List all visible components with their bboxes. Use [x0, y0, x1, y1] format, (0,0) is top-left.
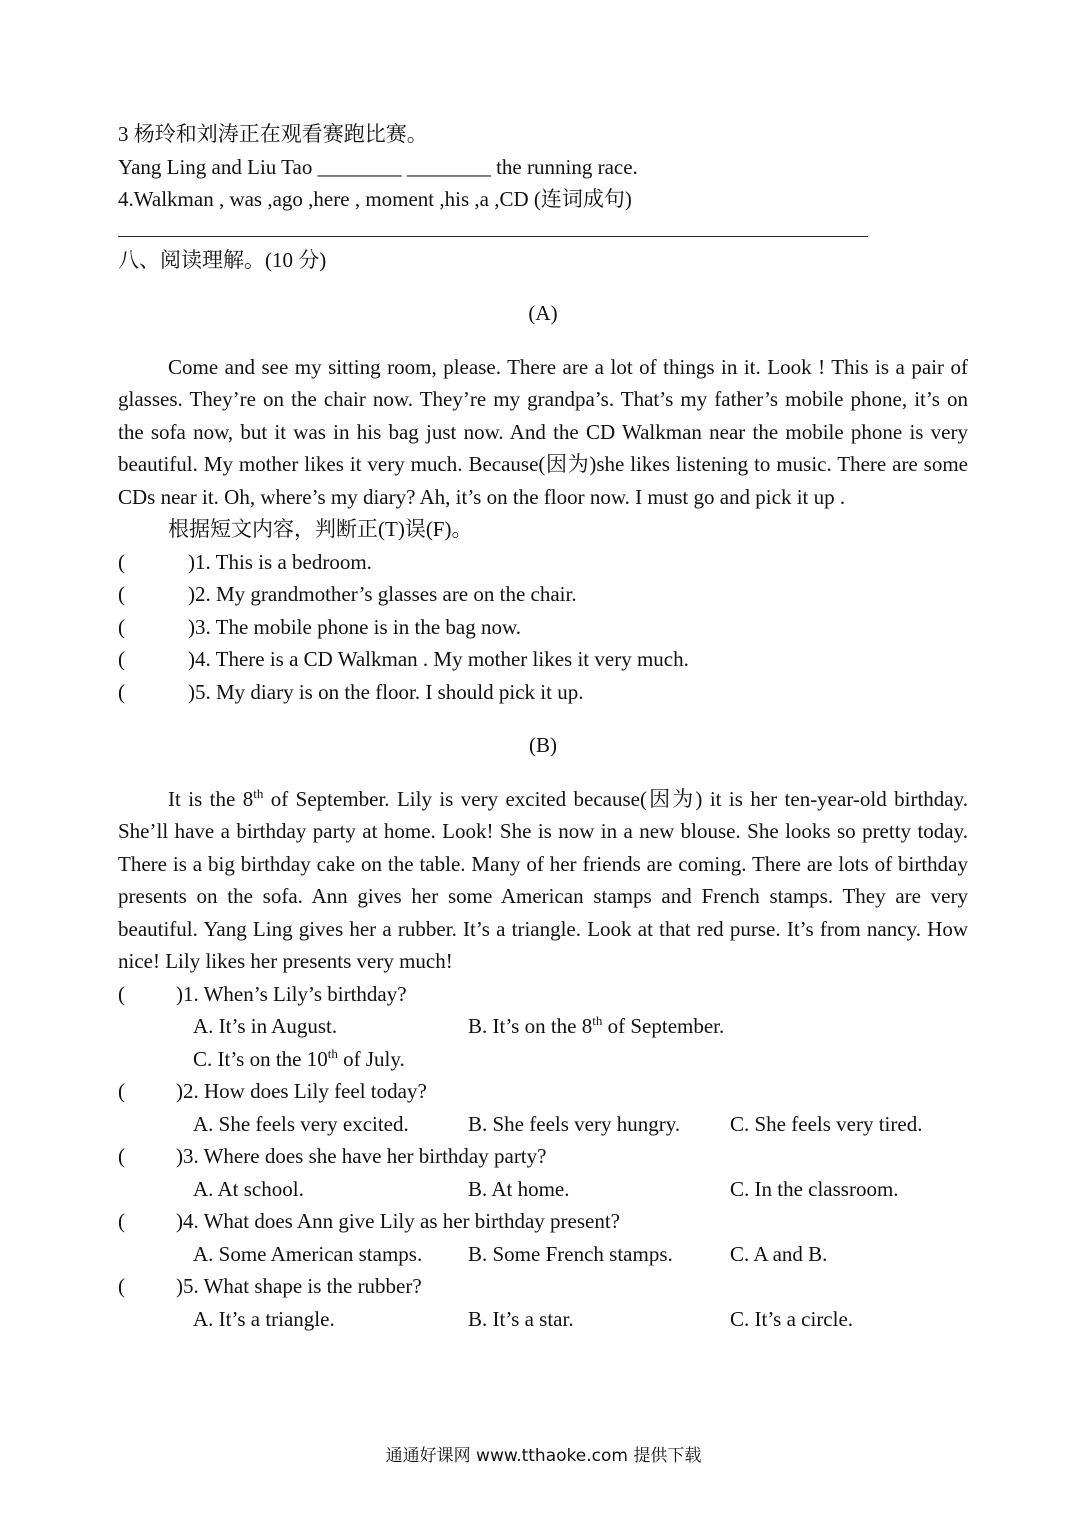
- options-row: [118, 1010, 968, 1043]
- tf-text: )4. There is a CD Walkman . My mother likes it very much.: [188, 647, 689, 671]
- answer-rule: [118, 222, 868, 237]
- question-text: )1. When’s Lily’s birthday?: [176, 981, 407, 1006]
- answer-paren: (: [118, 582, 125, 606]
- tf-text: )2. My grandmother’s glasses are on the chair.: [188, 582, 577, 606]
- worksheet-page: [118, 118, 968, 1335]
- option-a: A. It’s a triangle.: [193, 1306, 335, 1331]
- q4-word-order: 4.Walkman , was ,ago ,here , moment ,his ,a ,CD (连词成句): [118, 187, 632, 211]
- option-c: C. In the classroom.: [730, 1176, 899, 1201]
- question-text: )5. What shape is the rubber?: [176, 1274, 422, 1298]
- tf-text: )1. This is a bedroom.: [188, 549, 372, 574]
- answer-paren: (: [118, 981, 125, 1006]
- part-b-passage: [118, 783, 968, 978]
- option-b: B. It’s a star.: [468, 1306, 574, 1331]
- mc-question: [118, 1270, 968, 1303]
- option-c: C. It’s a circle.: [730, 1306, 854, 1331]
- options-row: [118, 1173, 968, 1206]
- tf-text: )3. The mobile phone is in the bag now.: [188, 614, 522, 639]
- option-b-start: B. It’s on the 8: [468, 1014, 593, 1038]
- passage-rest: of September. Lily is very excited because(因为) it is her ten-year-old birthday. She’ll have a birthday party at home. Look! She is now in a new blouse. She looks so pretty today. There is a big birthday cake on the table. Many of her friends are coming. There are lots of birthday presents on the sofa. Ann gives her some American stamps and French stamps. They are very beautiful. Yang Ling gives her a rubber. It’s a triangle. Look at that red purse. It’s from nancy. How nice! Lily likes her presents very much!: [118, 786, 969, 973]
- option-a: A. Some American stamps.: [193, 1241, 423, 1266]
- mc-question: [118, 1205, 968, 1238]
- option-a: A. At school.: [193, 1176, 304, 1201]
- answer-paren: (: [118, 1209, 125, 1233]
- tf-item: [118, 578, 968, 611]
- part-a-passage: Come and see my sitting room, please. There are a lot of things in it. Look ! This is a pair of glasses. They’re on the chair now. They’re my grandpa’s. That’s my father’s mobile phone, it’s on the sofa now, but it was in his bag just now. And the CD Walkman near the mobile phone is very beautiful. My mother likes it very much. Because(因为)she likes listening to music. There are some CDs near it. Oh, where’s my diary? Ah, it’s on the floor now. I must go and pick it up .: [118, 354, 968, 509]
- options-row: [118, 1303, 968, 1336]
- part-b-label: (B): [529, 733, 557, 757]
- options-row: [118, 1108, 968, 1141]
- mc-question: [118, 1140, 968, 1173]
- answer-paren: (: [118, 1079, 125, 1103]
- question-text: )2. How does Lily feel today?: [176, 1079, 427, 1103]
- option-a: A. It’s in August.: [193, 1014, 338, 1038]
- option-b: B. She feels very hungry.: [468, 1111, 681, 1136]
- q3-blanks: ________ ________: [317, 154, 491, 179]
- tf-text: )5. My diary is on the floor. I should pick it up.: [188, 679, 584, 704]
- part-a-label: (A): [528, 301, 558, 325]
- ordinal-suffix: th: [592, 1013, 603, 1028]
- answer-line: [118, 222, 968, 242]
- tf-item: [118, 676, 968, 709]
- tf-item: [118, 611, 968, 644]
- answer-paren: (: [118, 679, 125, 704]
- q3-english: [118, 151, 968, 184]
- option-b: B. At home.: [468, 1176, 570, 1201]
- section-heading: 八、阅读理解。(10 分): [118, 247, 327, 272]
- answer-paren: (: [118, 549, 125, 574]
- option-c: C. A and B.: [730, 1241, 828, 1266]
- option-a: A. She feels very excited.: [193, 1111, 409, 1136]
- answer-paren: (: [118, 1144, 125, 1168]
- option-b: [468, 1010, 828, 1043]
- option-c-end: of July.: [337, 1046, 405, 1071]
- options-row: [118, 1043, 968, 1076]
- q3-start: Yang Ling and Liu Tao: [118, 154, 313, 179]
- q3-end: the running race.: [496, 154, 638, 179]
- ordinal-suffix: th: [253, 785, 264, 801]
- option-b-end: of September.: [602, 1014, 725, 1038]
- tf-item: [118, 546, 968, 579]
- question-text: )3. Where does she have her birthday party?: [176, 1144, 547, 1168]
- passage-start: It is the 8: [168, 786, 254, 811]
- page-footer: 通通好课网 www.tthaoke.com 提供下载: [385, 1446, 702, 1466]
- mc-question: [118, 1075, 968, 1108]
- question-text: )4. What does Ann give Lily as her birthday present?: [176, 1209, 620, 1233]
- mc-question: [118, 978, 968, 1011]
- option-b: B. Some French stamps.: [468, 1241, 673, 1266]
- answer-paren: (: [118, 614, 125, 639]
- ordinal-suffix: th: [327, 1045, 338, 1061]
- option-c-start: C. It’s on the 10: [193, 1046, 328, 1071]
- q3-chinese: 3 杨玲和刘涛正在观看赛跑比赛。: [118, 122, 428, 146]
- option-c: [193, 1043, 468, 1076]
- option-c: C. She feels very tired.: [730, 1111, 923, 1136]
- answer-paren: (: [118, 647, 125, 671]
- answer-paren: (: [118, 1274, 125, 1298]
- tf-item: [118, 643, 968, 676]
- options-row: [118, 1238, 968, 1271]
- part-a-instruction: 根据短文内容，判断正(T)误(F)。: [168, 517, 473, 541]
